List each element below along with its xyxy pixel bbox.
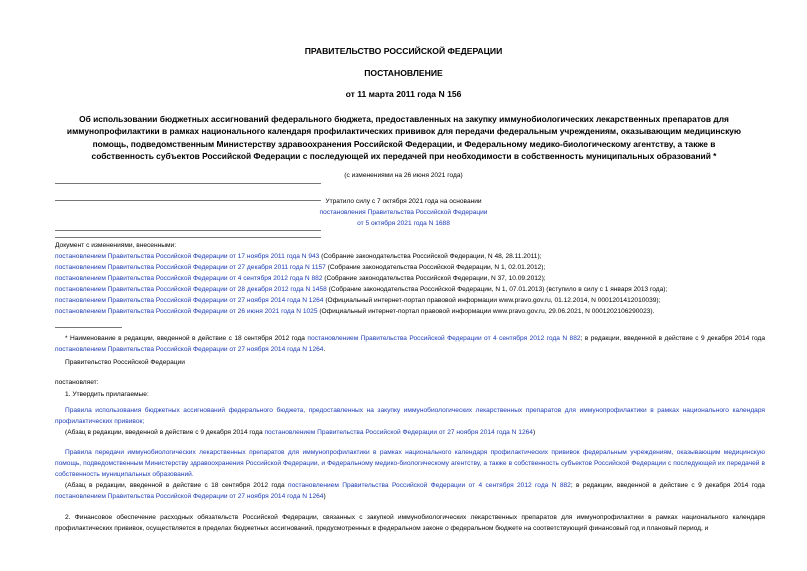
amendment-link[interactable]: постановлением Правительства Российской Федерации от 27 ноября 2014 года N 1264	[55, 297, 324, 304]
note-text: )	[532, 429, 536, 436]
government-name: ПРАВИТЕЛЬСТВО РОССИЙСКОЙ ФЕДЕРАЦИИ	[304, 46, 503, 56]
rules-2-note	[55, 480, 765, 502]
footnote-text: .	[323, 346, 326, 353]
amendment-link[interactable]: постановлением Правительства Российской Федерации от 17 ноября 2011 года N 943	[55, 253, 320, 260]
amendment-link[interactable]: постановлением Правительства Российской Федерации от 28 декабря 2012 года N 1458	[55, 286, 327, 293]
footnote-text: * Наименование в редакции, введенной в действие с 18 сентября 2012 года	[65, 335, 308, 342]
title-line: иммунопрофилактики в рамках национального календаря профилактических прививок для передачи федеральным учреждениям, оказывающим медицинскую	[66, 126, 742, 137]
amendments-list	[55, 240, 765, 317]
amendment-note: (Собрание законодательства Российской Федерации, N 1, 07.01.2013) (вступило в силу с 1 января 2013 года);	[326, 286, 668, 293]
expired-link-date[interactable]: от 5 октября 2021 года N 1688	[357, 220, 450, 227]
decree-word: постановляет:	[55, 379, 99, 386]
title-line: собственность субъектов Российской Федерации с последующей их передачей при необходимости в собственность муниципальных образований *	[91, 150, 717, 161]
list-item	[55, 262, 765, 273]
note-link[interactable]: постановлением Правительства Российской Федерации от 4 сентября 2012 года N 882	[288, 482, 571, 489]
list-item	[55, 251, 765, 262]
note-text: )	[323, 493, 326, 500]
amendment-link[interactable]: постановлением Правительства Российской Федерации от 27 декабря 2011 года N 1157	[55, 264, 326, 271]
footnote-link[interactable]: постановлением Правительства Российской Федерации от 4 сентября 2012 года N 882	[307, 335, 581, 342]
amendment-note: (Собрание законодательства Российской Федерации, N 37, 10.09.2012);	[322, 275, 546, 282]
amendments-intro: Документ с изменениями, внесенными:	[55, 242, 177, 249]
note-text: (Абзац в редакции, введенной в действие с 18 сентября 2012 года	[65, 482, 289, 489]
list-item	[55, 273, 765, 284]
rules-1-text[interactable]: Правила использования бюджетных ассигнований федерального бюджета, предоставленных на закупку иммунобиологических лекарственных препаратов для иммунопрофилактики в рамках национального календаря профилактических прививок;	[55, 407, 765, 425]
expired-text: Утратило силу с 7 октября 2021 года на основании	[325, 198, 482, 205]
document-title	[64, 113, 744, 162]
rules-2-link	[55, 447, 765, 480]
note-link[interactable]: постановлением Правительства Российской Федерации от 27 ноября 2014 года N 1264	[55, 493, 324, 500]
title-line: помощь, подведомственным Министерству здравоохранения Российской Федерации, и Федеральному медико-биологическому агентству, а также в	[92, 138, 716, 149]
amendment-note: (Собрание законодательства Российской Федерации, N 1, 02.01.2012);	[325, 264, 546, 271]
amendment-note: (Официальный интернет-портал правовой информации www.pravo.gov.ru, 01.12.2014, N 0001201412010039);	[323, 297, 661, 304]
title-line: Об использовании бюджетных ассигнований федерального бюджета, предоставленных на закупку иммунобиологических лекарственных препаратов для	[79, 114, 729, 124]
separator-line	[55, 183, 321, 184]
rules-1-note	[65, 427, 535, 438]
list-item	[55, 284, 765, 295]
document-type: ПОСТАНОВЛЕНИЕ	[364, 68, 443, 78]
footnote-text: ; в редакции, введенной в действие с 9 декабря 2014 года	[580, 335, 765, 342]
amendment-link[interactable]: постановлением Правительства Российской Федерации от 4 сентября 2012 года N 882	[55, 275, 323, 282]
list-item	[55, 295, 765, 306]
amendment-note: (Собрание законодательства Российской Федерации, N 48, 28.11.2011);	[319, 253, 542, 260]
amendment-note: (Официальный интернет-портал правовой информации www.pravo.gov.ru, 29.06.2021, N 0001202106290023).	[317, 308, 655, 315]
note-link[interactable]: постановлением Правительства Российской Федерации от 27 ноября 2014 года N 1264	[264, 429, 533, 436]
footnote-link[interactable]: постановлением Правительства Российской Федерации от 27 ноября 2014 года N 1264	[55, 346, 324, 353]
issuer: Правительство Российской Федерации	[65, 359, 185, 366]
separator-line	[55, 230, 321, 231]
note-text: (Абзац в редакции, введенной в действие с 9 декабря 2014 года	[65, 429, 265, 436]
item-1: 1. Утвердить прилагаемые:	[65, 391, 149, 398]
footnote	[55, 333, 765, 355]
rules-1-link	[55, 405, 765, 427]
expired-link-decree[interactable]: постановления Правительства Российской Федерации	[319, 209, 488, 216]
item-2: 2. Финансовое обеспечение расходных обязательств Российской Федерации, связанных с закупкой иммунобиологических лекарственных препаратов для иммунопрофилактики в рамках национального календаря профилактических прививок, осуществляется в пределах бюджетных ассигнований, предусмотренных в федеральном законе о федеральном бюджете на соответствующий финансовый год и плановый период, и	[55, 514, 765, 532]
edition-note: (с изменениями на 26 июня 2021 года)	[344, 172, 463, 179]
rules-2-text[interactable]: Правила передачи иммунобиологических лекарственных препаратов для иммунопрофилактики в рамках национального календаря профилактических прививок федеральным учреждениям, оказывающим медицинскую помощь, подведомственным Министерству здравоохранения Российской Федерации, и Федеральному медико-биологическому агентству, а также в собственность субъектов Российской Федерации с последующей их передачей в собственность муниципальных образований.	[55, 449, 765, 478]
expired-notice	[0, 196, 807, 229]
separator-line	[55, 237, 321, 238]
footnote-separator	[55, 327, 122, 328]
list-item	[55, 306, 765, 317]
amendment-link[interactable]: постановлением Правительства Российской Федерации от 26 июня 2021 года N 1025	[55, 308, 318, 315]
document-date: от 11 марта 2011 года N 156	[345, 89, 462, 99]
note-text: ; в редакции, введенной в действие с 9 декабря 2014 года	[570, 482, 765, 489]
